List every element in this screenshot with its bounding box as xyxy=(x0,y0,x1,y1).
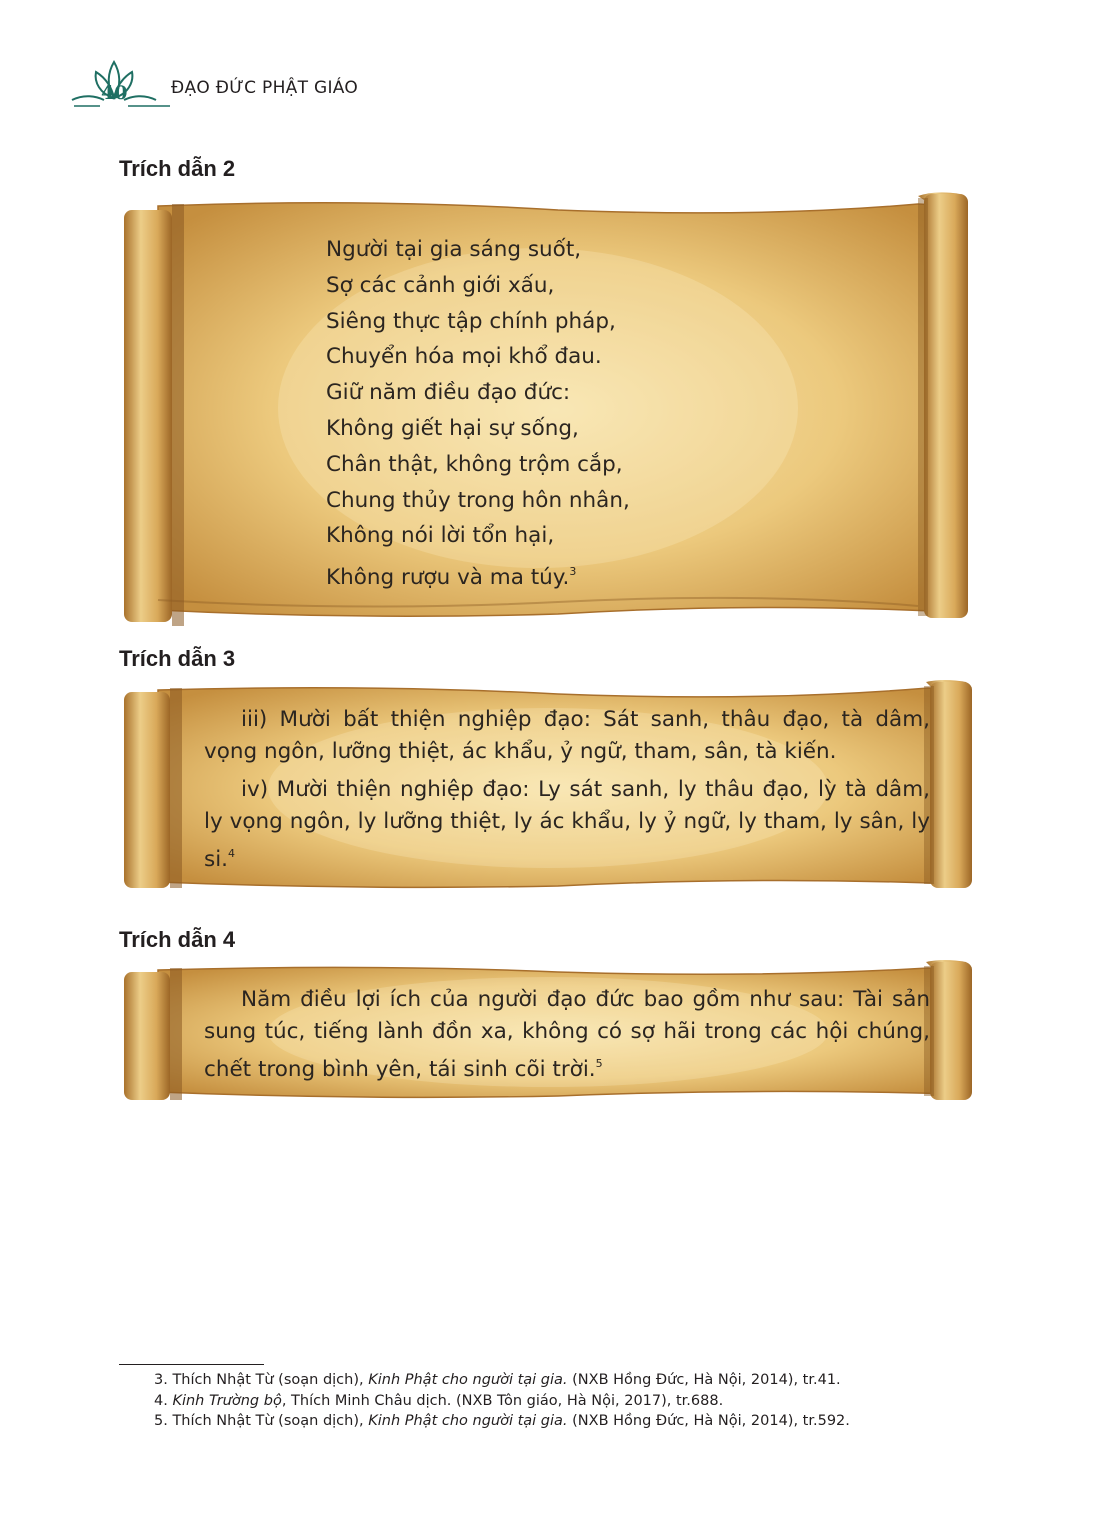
poem-line: Chân thật, không trộm cắp, xyxy=(326,451,623,477)
footnotes xyxy=(154,1370,850,1432)
footnote-text: (NXB Hồng Đức, Hà Nội, 2014), tr.41. xyxy=(567,1372,841,1388)
poem-line xyxy=(326,554,630,596)
poem-line: Người tại gia sáng suốt, xyxy=(326,237,582,262)
quote-2-heading: Trích dẫn 2 xyxy=(119,156,236,181)
poem-line: Siêng thực tập chính pháp, xyxy=(326,308,616,334)
footnote-text: Thích Nhật Từ (soạn dịch), xyxy=(172,1413,369,1429)
quote-2-scroll xyxy=(118,188,980,628)
footnote-item xyxy=(154,1391,850,1412)
quote-3-heading: Trích dẫn 3 xyxy=(119,646,236,671)
footnote-title: Kinh Trường bộ xyxy=(172,1392,282,1409)
running-header-title: ĐẠO ĐỨC PHẬT GIÁO xyxy=(171,78,359,98)
footnote-number: 5. xyxy=(154,1413,168,1429)
paragraph xyxy=(204,774,930,876)
footnote-ref[interactable]: 3 xyxy=(569,565,577,579)
poem-line: Sợ các cảnh giới xấu, xyxy=(326,272,555,298)
poem-line-text: Không rượu và ma túy. xyxy=(326,565,570,591)
quote-3-scroll xyxy=(118,678,980,894)
footnote-divider xyxy=(119,1364,264,1365)
footnote-item xyxy=(154,1411,850,1432)
paragraph: iii) Mười bất thiện nghiệp đạo: Sát sanh, thâu đạo, tà dâm, vọng ngôn, lưỡng thiệt, ác khẩu, ỷ ngữ, tham, sân, tà kiến. xyxy=(204,707,930,764)
footnote-text: Thích Nhật Từ (soạn dịch), xyxy=(172,1372,369,1388)
footnote-title: Kinh Phật cho người tại gia. xyxy=(368,1413,568,1429)
paragraph xyxy=(204,984,930,1086)
paragraph-text: iv) Mười thiện nghiệp đạo: Ly sát sanh, ly thâu đạo, lỳ tà dâm, ly vọng ngôn, ly lưỡng thiệt, ly ác khẩu, ly ỷ ngữ, ly tham, ly sân, ly si. xyxy=(204,777,930,872)
footnote-text: , Thích Minh Châu dịch. (NXB Tôn giáo, Hà Nội, 2017), tr.688. xyxy=(281,1392,724,1409)
footnote-number: 4. xyxy=(154,1392,168,1409)
quote-4-body xyxy=(204,984,930,1092)
footnote-ref[interactable]: 5 xyxy=(595,1057,603,1070)
footnote-number: 3. xyxy=(154,1372,168,1388)
footnote-title: Kinh Phật cho người tại gia. xyxy=(368,1372,568,1388)
quote-4-heading: Trích dẫn 4 xyxy=(119,927,236,952)
poem-line: Chung thủy trong hôn nhân, xyxy=(326,487,630,513)
footnote-text: (NXB Hồng Đức, Hà Nội, 2014), tr.592. xyxy=(567,1413,850,1429)
quote-2-poem xyxy=(326,232,630,596)
poem-line: Không giết hại sự sống, xyxy=(326,415,579,441)
poem-line: Không nói lời tổn hại, xyxy=(326,523,555,549)
poem-line: Chuyển hóa mọi khổ đau. xyxy=(326,344,602,370)
footnote-ref[interactable]: 4 xyxy=(228,847,236,860)
page-number: 40 xyxy=(101,82,128,104)
quote-4-scroll xyxy=(118,958,980,1104)
paragraph-text: Năm điều lợi ích của người đạo đức bao gồm như sau: Tài sản sung túc, tiếng lành đồn xa, không có sợ hãi trong các hội chúng, chết trong bình yên, tái sinh cõi trời. xyxy=(204,987,930,1082)
page-header xyxy=(70,60,390,120)
footnote-item xyxy=(154,1370,850,1391)
poem-line: Giữ năm điều đạo đức: xyxy=(326,380,571,406)
quote-3-body xyxy=(204,704,930,882)
